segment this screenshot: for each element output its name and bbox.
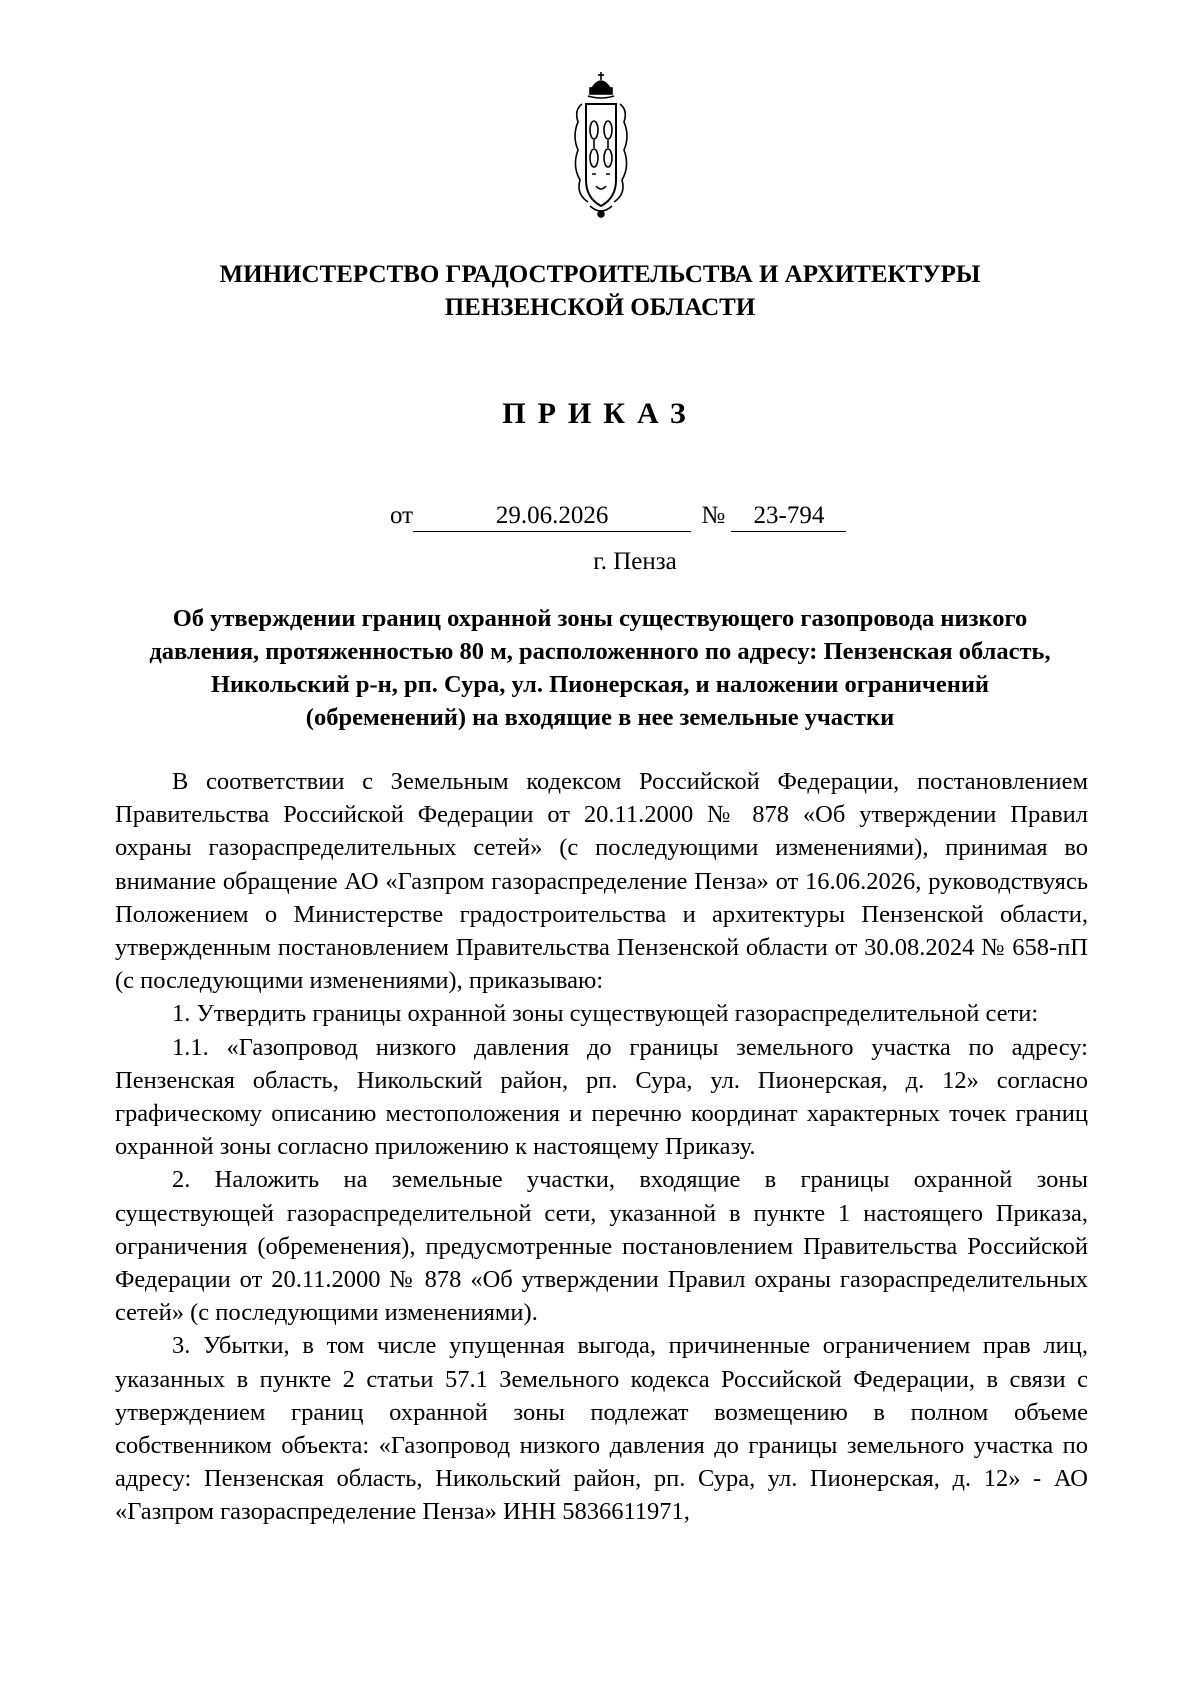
document-date: 29.06.2026: [413, 501, 691, 532]
document-type-heading: ПРИКАЗ: [502, 397, 698, 430]
body-paragraph-item-1: 1. Утвердить границы охранной зоны существующей газораспределительной сети:: [172, 1000, 1039, 1028]
ministry-name-line2: ПЕНЗЕНСКОЙ ОБЛАСТИ: [444, 294, 756, 321]
document-number: 23-794: [731, 501, 846, 532]
ministry-name-line1: МИНИСТЕРСТВО ГРАДОСТРОИТЕЛЬСТВА И АРХИТЕКТУРЫ: [219, 261, 981, 288]
document-city: г. Пенза: [593, 548, 677, 575]
date-number-row: [390, 500, 846, 532]
body-paragraph-item-1-1: 1.1. «Газопровод низкого давления до границы земельного участка по адресу: Пензенская область, Никольский район, рп. Сура, ул. Пионерская, д. 12» согласно графическому описанию местоположения и перечню координат характерных точек границ охранной зоны согласно приложению к настоящему Приказу.: [115, 1033, 1088, 1161]
ministry-name: [0, 258, 1200, 324]
date-prefix-label: от: [390, 502, 414, 529]
body-paragraph-preamble: В соответствии с Земельным кодексом Российской Федерации, постановлением Правительства Российской Федерации от 20.11.2000 № 878 «Об утверждении Правил охраны газораспределительных сетей» (с последующими изменениями), принимая во внимание обращение АО «Газпром газораспределение Пенза» от 16.06.2026, руководствуясь Положением о Министерстве градостроительства и архитектуры Пензенской области, утвержденным постановлением Правительства Пензенской области от 30.08.2024 № 658-пП (с последующими изменениями), приказываю:: [115, 768, 1088, 995]
body-paragraph-item-3: 3. Убытки, в том числе упущенная выгода, причиненные ограничением прав лиц, указанных в пункте 2 статьи 57.1 Земельного кодекса Российской Федерации, в связи с утверждением границ охранной зоны подлежат возмещению в полном объеме собственником объекта: «Газопровод низкого давления до границы земельного участка по адресу: Пензенская область, Никольский район, рп. Сура, ул. Пионерская, д. 12» - АО «Газпром газораспределение Пенза» ИНН 5836611971,: [115, 1332, 1088, 1526]
number-prefix-label: №: [701, 502, 726, 529]
coat-of-arms-emblem: [570, 70, 632, 222]
document-title: Об утверждении границ охранной зоны существующего газопровода низкого давления, протяженностью 80 м, расположенного по адресу: Пензенская область, Никольский р-н, рп. Сура, ул. Пионерская, и наложении ограничений (обременений) на входящие в нее земельные участки: [149, 605, 1051, 731]
document-body: [115, 765, 1088, 1529]
body-paragraph-item-2: 2. Наложить на земельные участки, входящие в границы охранной зоны существующей газораспределительной сети, указанной в пункте 1 настоящего Приказа, ограничения (обременения), предусмотренные постановлением Правительства Российской Федерации от 20.11.2000 № 878 «Об утверждении Правил охраны газораспределительных сетей» (с последующими изменениями).: [115, 1166, 1088, 1327]
